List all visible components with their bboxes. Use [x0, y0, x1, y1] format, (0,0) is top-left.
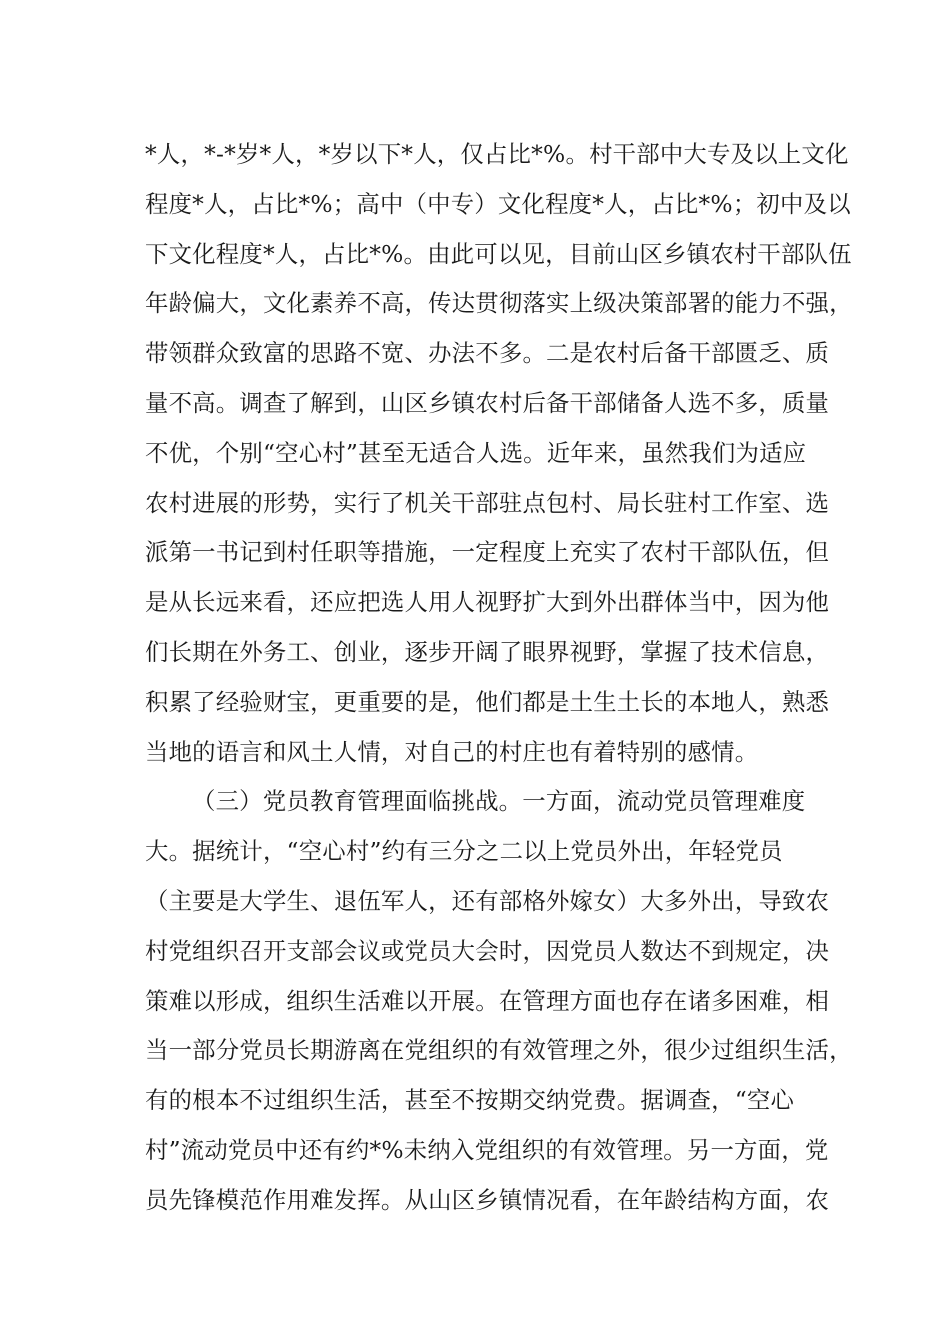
text-line: 程度*人，占比*%；高中（中专）文化程度*人，占比*%；初中及以: [145, 189, 851, 218]
text-line: 村”流动党员中还有约*%未纳入党组织的有效管理。另一方面，党: [145, 1135, 829, 1164]
text-line: 当地的语言和风土人情，对自己的村庄也有着特别的感情。: [145, 737, 759, 766]
text-line: 积累了经验财宝，更重要的是，他们都是土生土长的本地人，熟悉: [145, 687, 830, 716]
text-line: 村党组织召开支部会议或党员大会时，因党员人数达不到规定，决: [145, 936, 830, 965]
text-line: 下文化程度*人，占比*%。由此可以见，目前山区乡镇农村干部队伍: [145, 239, 852, 268]
text-line: 农村进展的形势，实行了机关干部驻点包村、局长驻村工作室、选: [145, 488, 830, 517]
paragraph-2: [145, 777, 853, 1225]
text-line: 大。据统计，“空心村”约有三分之二以上党员外出，年轻党员: [145, 837, 783, 866]
text-line: 不优，个别“空心村”甚至无适合人选。近年来，虽然我们为适应: [145, 438, 807, 467]
text-line: 年龄偏大，文化素养不高，传达贯彻落实上级决策部署的能力不强，: [145, 289, 853, 318]
text-line: （主要是大学生、退伍军人，还有部格外嫁女）大多外出，导致农: [145, 886, 830, 915]
text-line: 当一部分党员长期游离在党组织的有效管理之外，很少过组织生活，: [145, 1036, 853, 1065]
text-line: 是从长远来看，还应把选人用人视野扩大到外出群体当中，因为他: [145, 588, 830, 617]
paragraph-1: [145, 130, 853, 777]
text-line: 派第一书记到村任职等措施，一定程度上充实了农村干部队伍，但: [145, 538, 830, 567]
text-line: 策难以形成，组织生活难以开展。在管理方面也存在诸多困难，相: [145, 986, 830, 1015]
text-line: 量不高。调查了解到，山区乡镇农村后备干部储备人选不多，质量: [145, 388, 830, 417]
text-line: 员先锋模范作用难发挥。从山区乡镇情况看，在年龄结构方面，农: [145, 1185, 830, 1214]
text-line: *人，*-*岁*人，*岁以下*人，仅占比*%。村干部中大专及以上文化: [145, 140, 849, 168]
document-body: [145, 130, 853, 1226]
text-line: （三）党员教育管理面临挑战。一方面，流动党员管理难度: [192, 787, 806, 816]
text-line: 们长期在外务工、创业，逐步开阔了眼界视野，掌握了技术信息，: [145, 637, 830, 666]
text-line: 有的根本不过组织生活，甚至不按期交纳党费。据调查，“空心: [145, 1086, 795, 1115]
text-line: 带领群众致富的思路不宽、办法不多。二是农村后备干部匮乏、质: [145, 339, 830, 368]
